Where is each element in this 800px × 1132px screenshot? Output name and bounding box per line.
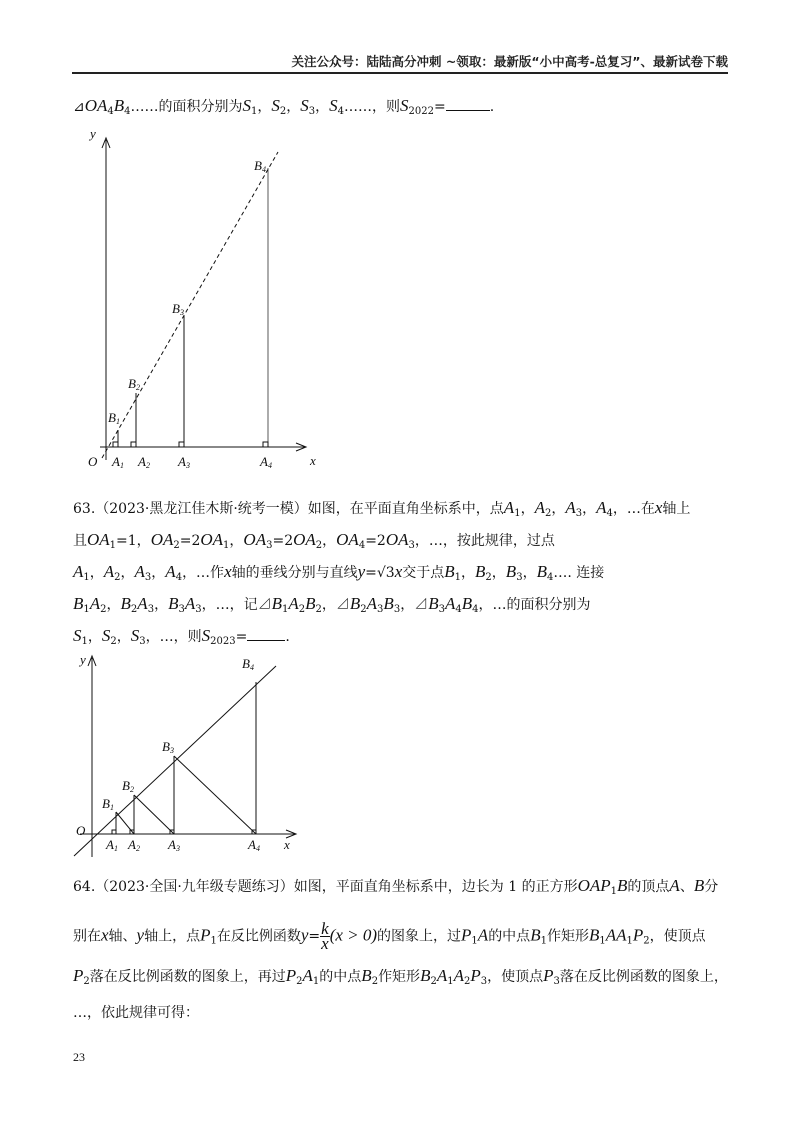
right-angle-mark [112,830,116,834]
figure-2 [70,652,310,862]
answer-blank[interactable] [446,110,490,111]
right-angle-mark [131,442,136,447]
label-x: x [310,453,316,468]
label-b1: B1 [108,410,120,426]
label-o: O [88,454,98,469]
page-number: 23 [73,1050,85,1064]
q63-line-1: 63.（2023·黑龙江佳木斯·统考一模）如图，在平面直角坐标系中，点$A_1$，$A_2$，$A_3$，$A_4$，…在x轴上 [73,498,691,519]
label-b4: B4 [242,656,254,672]
seg-b2a3 [134,795,174,834]
q63-line-3: $A_1$，$A_2$，$A_3$，$A_4$，…作x轴的垂线分别与直线y=√3x交于点$B_1$，$B_2$，$B_3$，$B_4\dots$. 连接 [73,562,605,583]
label-b3: B3 [162,739,174,755]
label-b4: B4 [254,158,266,174]
line-y-sqrt3x [74,666,276,856]
page-header: 关注公众号：陆陆高分冲刺 ~领取：最新版“小中高考-总复习”、最新试卷下载 [291,54,728,69]
label-x: x [284,837,290,852]
right-angle-mark [179,442,184,447]
q63-line-5: $S_1$，$S_2$，$S_3$，…，则$S_{2023}=$ . [73,626,290,647]
label-a1: A1 [112,454,124,470]
label-a2: A2 [138,454,150,470]
right-angle-mark [113,442,118,447]
label-o: O [76,823,86,838]
fraction-k-over-x: $\frac{k}{x}$ [321,919,329,953]
figure-1 [80,120,340,480]
right-angle-mark [263,442,268,447]
q64-line-1: 64.（2023·全国·九年级专题练习）如图，平面直角坐标系中，边长为 1 的正方形$OAP_1B$的顶点A、B分 [73,876,719,897]
label-a2: A2 [128,837,140,853]
label-b1: B1 [102,796,114,812]
q63-line-4: $B_1A_2$，$B_2A_3$，$B_3A_3$，…，记$⊿B_1A_2B_2$，$⊿B_2A_3B_3$，$⊿B_3A_4B_4$，…的面积分别为 [73,594,591,615]
answer-blank[interactable] [247,640,285,641]
label-b3: B3 [172,301,184,317]
q62-tail-line: $⊿OA_4B_4\dots\dots$的面积分别为$S_1$，$S_2$，$S_3$，$S_4\dots\dots$，则$S_{2022}=$ . [73,96,495,117]
seg-b1a2 [116,812,134,834]
label-a3: A3 [168,837,180,853]
label-a3: A3 [178,454,190,470]
line-y-kx [102,152,278,458]
q64-line-3: $P_2$落在反比例函数的图象上，再过$P_2A_1$的中点$B_2$作矩形$B_2A_1A_2P_3$，使顶点$P_3$落在反比例函数的图象上， [73,966,728,987]
label-y: y [80,652,86,667]
q64-line-4: …，依此规律可得： [73,1005,199,1021]
label-b2: B2 [128,376,140,392]
q64-line-2: 别在x轴、y轴上，点$P_1$在反比例函数y= $\frac{k}{x}$ (x > 0)的图象上，过$P_1A$的中点$B_1$作矩形$B_1AA_1P_2$，使顶点 [73,919,706,953]
header-rule [72,72,728,74]
label-a4: A4 [248,837,260,853]
label-a1: A1 [106,837,118,853]
q63-line-2: 且$OA_1=1$，$OA_2=2OA_1$，$OA_3=2OA_2$，$OA_4=2OA_3$，…，按此规律，过点 [73,530,555,551]
seg-b3a4 [174,756,256,834]
label-y: y [90,126,96,141]
label-a4: A4 [260,454,272,470]
label-b2: B2 [122,778,134,794]
